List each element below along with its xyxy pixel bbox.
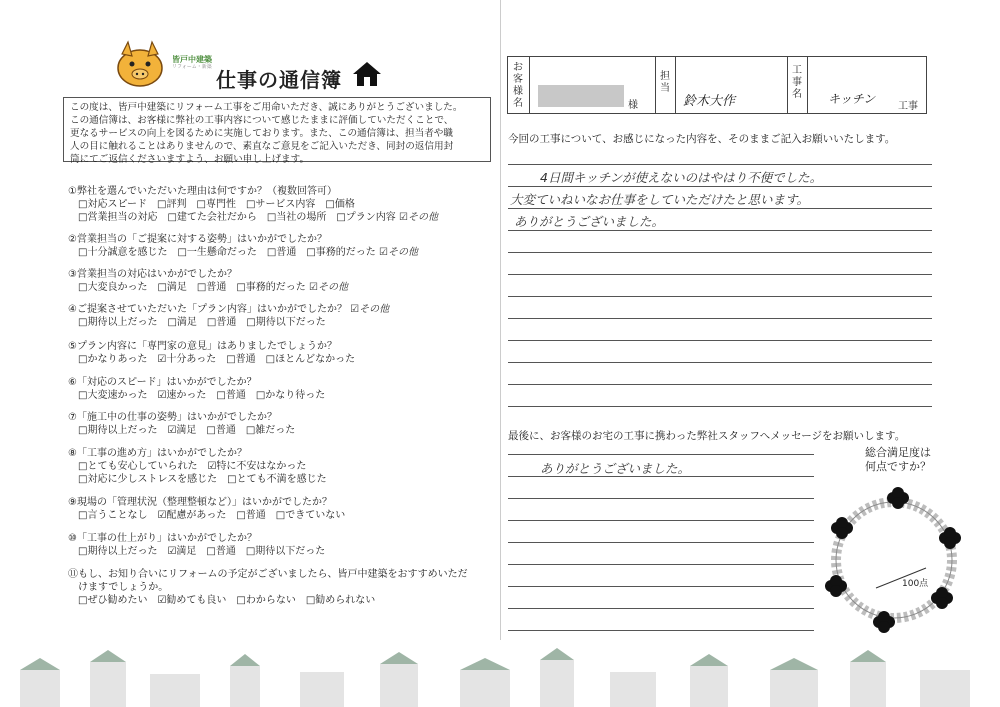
page-fold — [500, 0, 501, 640]
ruled-line — [508, 274, 932, 275]
ruled-line — [508, 230, 932, 231]
customer-label: お客様名 — [513, 62, 523, 109]
message-prompt: 最後に、お客様のお宅の工事に携わった弊社スタッフへメッセージをお願いします。 — [508, 430, 906, 442]
question-text: ⑧「工事の進め方」はいかがでしたか？ — [68, 448, 247, 459]
ruled-line — [508, 630, 814, 631]
tanto-name: 鈴木大作 — [683, 94, 736, 109]
koji-label-cell — [788, 57, 808, 113]
other-note: ☑その他 — [378, 247, 418, 258]
question-options[interactable]: □期待以上だった □満足 □普通 □期待以下だった — [78, 317, 326, 328]
intro-line: この通信簿は、お客様に弊社の工事内容について感じたままに評価していただくことで、 — [70, 115, 454, 126]
question-options[interactable]: □ぜひ勧めたい ☑勧めても良い □わからない □勧められない — [78, 595, 376, 606]
ruled-line — [508, 164, 932, 165]
other-note: ☑その他 — [308, 282, 348, 293]
customer-label-cell — [508, 57, 530, 113]
tanto-label: 担当 — [660, 71, 670, 94]
intro-line: 人の目に触れることはありませんので、素直なご意見をご記入いただき、同封の返信用封 — [70, 141, 454, 152]
other-note: ☑その他 — [398, 212, 438, 223]
comment-line: ありがとうございました。 — [514, 214, 665, 229]
options-text: □大変良かった □満足 □普通 □事務的だった — [78, 282, 306, 293]
brand-subtitle: リフォーム・新築 — [172, 64, 212, 70]
comment-line: 4日間キッチンが使えないのはやはり不便でした。 — [540, 170, 823, 185]
brand-name: 皆戸中建築 — [172, 55, 212, 64]
other-note: ☑その他 — [350, 304, 390, 315]
boar-mascot-icon — [110, 36, 170, 90]
question-options[interactable]: □大変速かった ☑速かった □普通 □かなり待った — [78, 390, 326, 401]
options-text: □十分誠意を感じた □一生懸命だった □普通 □事務的だった — [78, 247, 376, 258]
options-text: □営業担当の対応 □建てた会社だから □当社の場所 □プラン内容 — [78, 212, 396, 223]
intro-line: 更なるサービスの向上を図るために実施しております。また、この通信簿は、担当者や職 — [70, 128, 453, 139]
ruled-line — [508, 384, 932, 385]
score-value: 100点 — [902, 579, 929, 589]
question-text — [68, 303, 389, 316]
ruled-line — [508, 498, 814, 499]
message-line: ありがとうございました。 — [540, 461, 691, 476]
koji-suffix: 工事 — [898, 101, 918, 112]
ruled-line — [508, 252, 932, 253]
question-text: ③営業担当の対応はいかがでしたか？ — [68, 269, 237, 280]
question-text: ⑤プラン内容に「専門家の意見」はありましたでしょうか？ — [68, 341, 337, 352]
comment-line: 大変ていねいなお仕事をしていただけたと思います。 — [510, 192, 810, 207]
page-title: 仕事の通信簿 — [216, 68, 342, 92]
question-text: ⑥「対応のスピード」はいかがでしたか？ — [68, 377, 257, 388]
question-options[interactable] — [68, 211, 438, 224]
question-options[interactable]: □とても安心していられた ☑特に不安はなかった — [78, 461, 307, 472]
question-9 — [68, 496, 345, 522]
question-text: ②営業担当の「ご提案に対する姿勢」はいかがでしたか？ — [68, 234, 327, 245]
question-options[interactable]: □かなりあった ☑十分あった □普通 □ほとんどなかった — [78, 354, 356, 365]
ruled-line — [508, 208, 932, 209]
question-2 — [68, 233, 418, 259]
question-11 — [68, 568, 468, 607]
ruled-line — [508, 520, 814, 521]
tanto-label-cell — [656, 57, 676, 113]
ruled-line — [508, 318, 932, 319]
question-10 — [68, 532, 325, 558]
question-8 — [68, 447, 327, 486]
question-text: ⑩「工事の仕上がり」はいかがでしたか？ — [68, 533, 257, 544]
question-text: ⑪もし、お知り合いにリフォームの予定がございましたら、皆戸中建築をおすすめいただ — [68, 569, 468, 580]
question-options[interactable]: □対応に少しストレスを感じた □とても不満を感じた — [78, 474, 327, 485]
question-options[interactable]: □対応スピード □評判 □専門性 □サービス内容 □価格 — [78, 199, 355, 210]
question-7 — [68, 411, 295, 437]
house-icon — [352, 60, 382, 88]
ruled-line — [508, 406, 932, 407]
question-options[interactable] — [68, 246, 418, 259]
ruled-line — [508, 542, 814, 543]
intro-line: 筒にてご返信くださいますよう、お願い申し上げます。 — [70, 154, 310, 165]
score-title-line: 総合満足度は — [865, 446, 931, 459]
score-title — [848, 446, 948, 474]
question-options[interactable]: □言うことなし ☑配慮があった □普通 □できていない — [78, 510, 346, 521]
question-options[interactable] — [68, 281, 348, 294]
koji-label: 工事名 — [792, 65, 802, 100]
question-text: ⑨現場の「管理状況（整理整頓など）」はいかがでしたか？ — [68, 497, 332, 508]
question-text: ①弊社を選んでいただいた理由は何ですか？（複数回答可） — [68, 186, 337, 197]
question-1 — [68, 185, 438, 224]
ruled-line — [508, 608, 814, 609]
question-options: けますでしょうか。 — [78, 582, 169, 593]
comment-prompt: 今回の工事について、お感じになった内容を、そのままご記入お願いいたします。 — [508, 133, 896, 145]
ruled-line — [508, 296, 932, 297]
ruled-line — [508, 340, 932, 341]
question-text: ⑦「施工中の仕事の姿勢」はいかがでしたか？ — [68, 412, 277, 423]
intro-line: この度は、皆戸中建築にリフォーム工事をご用命いただき、誠にありがとうございました。 — [70, 102, 463, 113]
question-options[interactable]: □期待以上だった ☑満足 □普通 □期待以下だった — [78, 546, 326, 557]
ruled-line — [508, 186, 932, 187]
sama-suffix: 様 — [628, 100, 638, 111]
intro-box — [63, 97, 491, 165]
question-3 — [68, 268, 348, 294]
question-6 — [68, 376, 325, 402]
score-title-line: 何点ですか？ — [865, 460, 931, 473]
ruled-line — [508, 564, 814, 565]
redacted-customer-name — [538, 85, 624, 107]
question-4 — [68, 303, 389, 329]
question-5 — [68, 340, 355, 366]
ruled-line — [508, 454, 814, 455]
question-text-main: ④ご提案させていただいた「プラン内容」はいかがでしたか？ — [68, 304, 347, 315]
townscape-decoration-icon — [0, 640, 1000, 707]
ruled-line — [508, 586, 814, 587]
wreath-icon — [818, 478, 970, 638]
ruled-line — [508, 362, 932, 363]
question-options[interactable]: □期待以上だった ☑満足 □普通 □雑だった — [78, 425, 296, 436]
koji-name: キッチン — [828, 92, 876, 106]
